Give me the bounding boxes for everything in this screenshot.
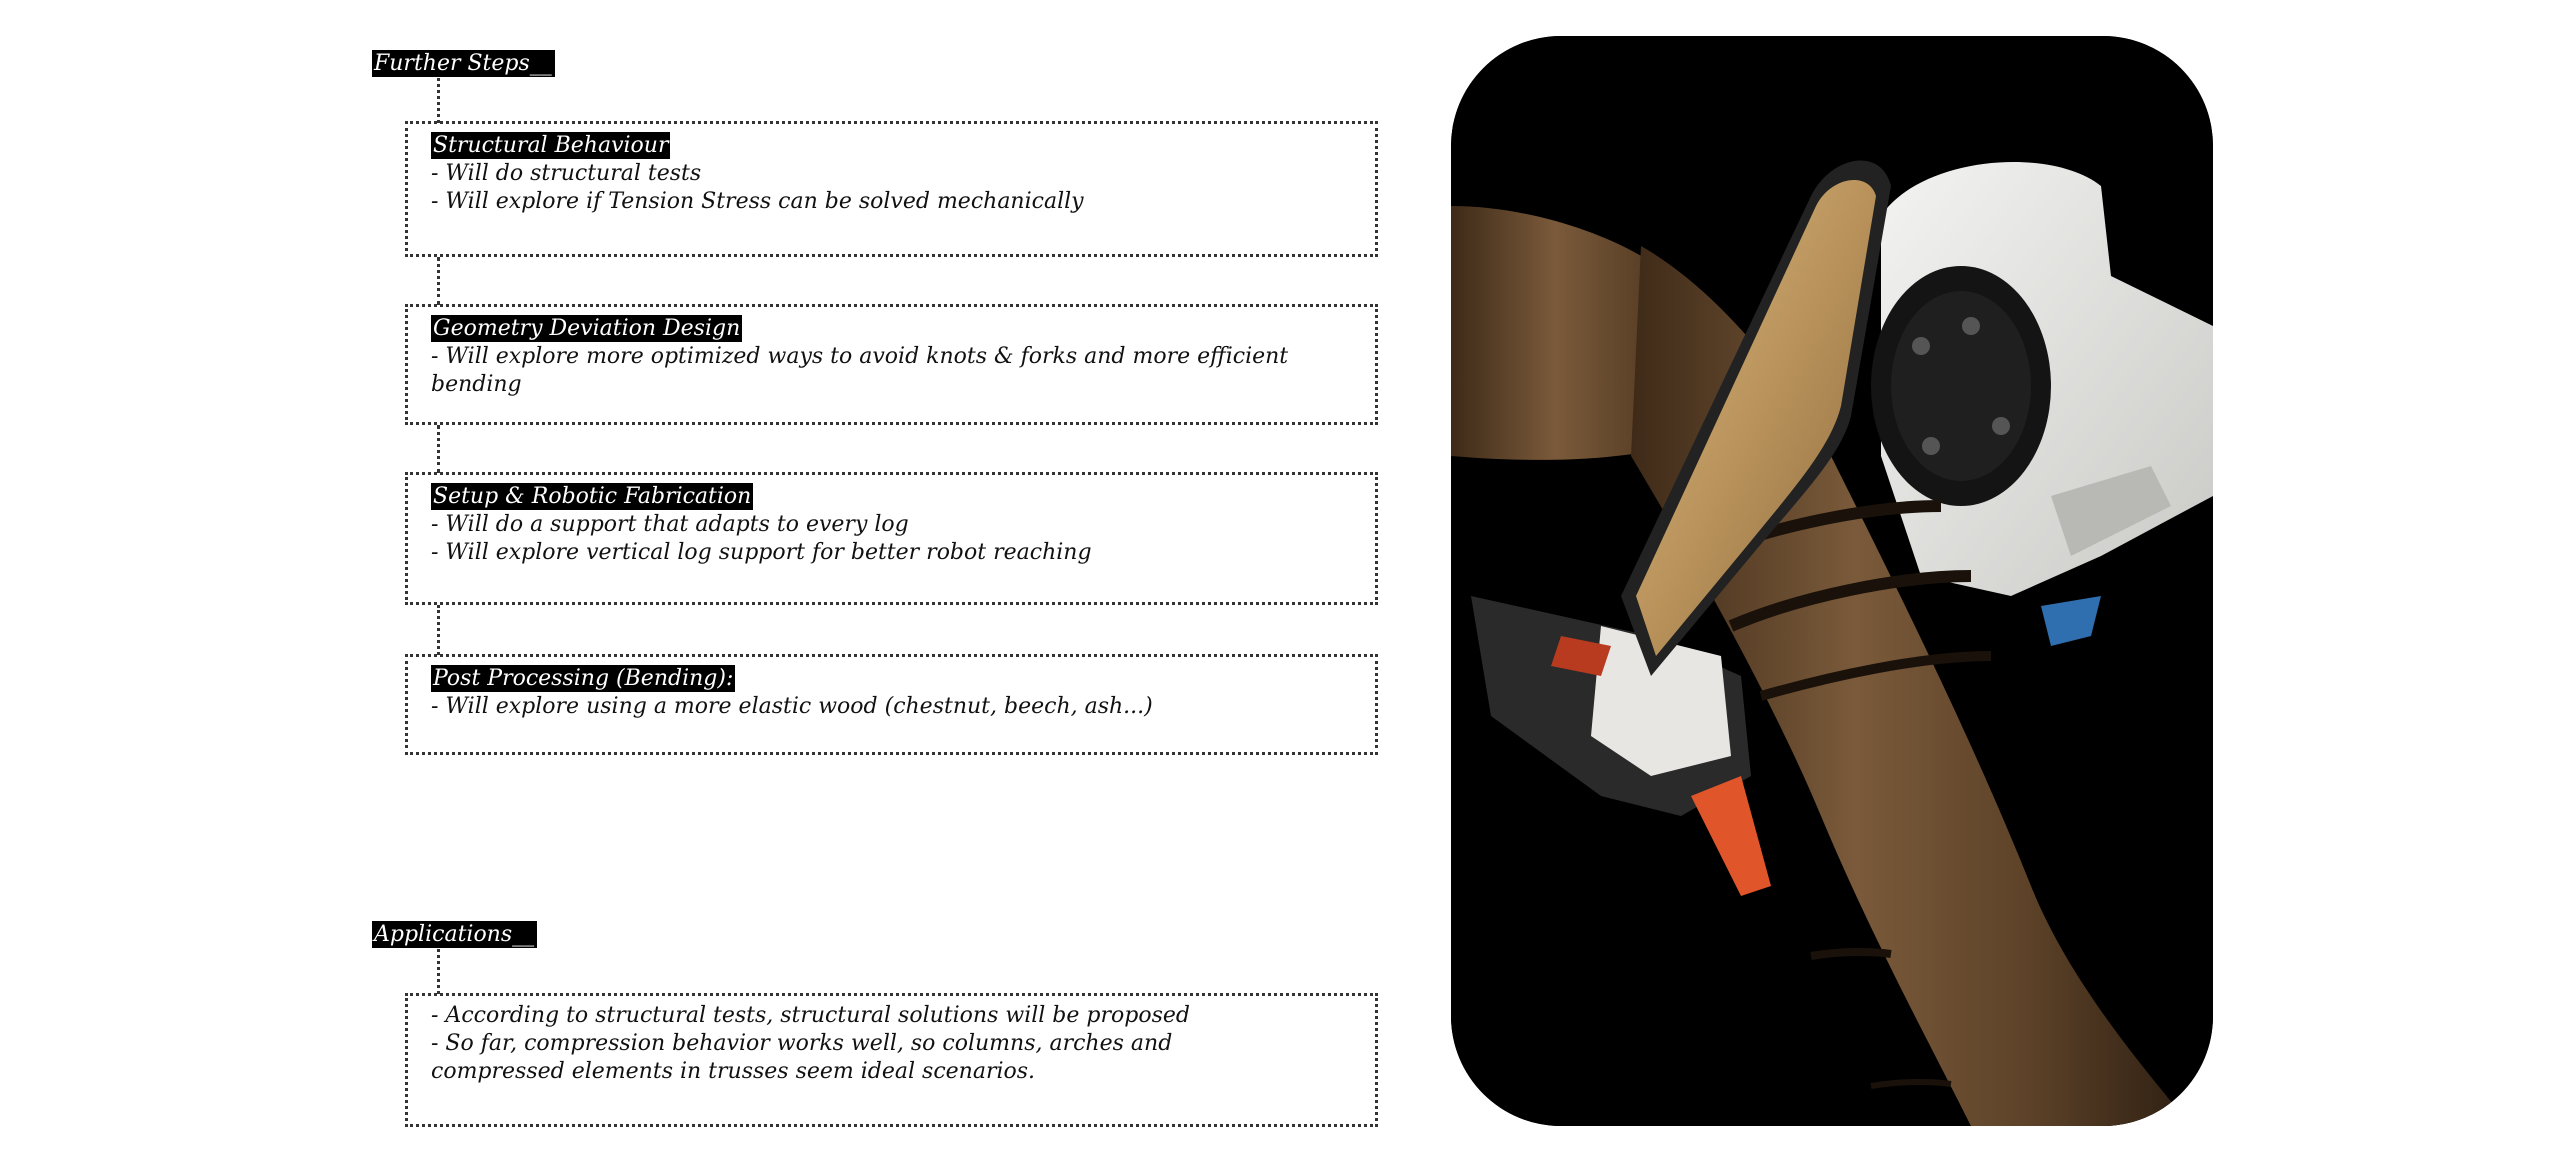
section-line: - Will explore if Tension Stress can be solved mechanically xyxy=(431,189,1084,214)
application-line: - So far, compression behavior works well, so columns, arches and compressed elements in trusses seem ideal scenarios. xyxy=(431,1031,1173,1084)
applications-title: Applications__ xyxy=(372,921,537,948)
section-heading: Geometry Deviation Design xyxy=(433,316,741,341)
section-line: - Will explore using a more elastic wood (chestnut, beech, ash...) xyxy=(431,694,1153,719)
section-geometry-deviation-design xyxy=(405,304,1378,425)
section-line: - Will do structural tests xyxy=(431,161,702,186)
application-line: - According to structural tests, structural solutions will be proposed xyxy=(431,1003,1190,1028)
connector-line xyxy=(437,605,440,655)
section-setup-robotic-fabrication xyxy=(405,472,1378,605)
connector-line xyxy=(437,949,440,994)
further-steps-title: Further Steps__ xyxy=(372,50,555,77)
section-line: - Will explore more optimized ways to avoid knots & forks and more efficient bending xyxy=(431,344,1289,397)
applications-box xyxy=(405,993,1378,1127)
section-structural-behaviour xyxy=(405,121,1378,257)
section-heading: Structural Behaviour xyxy=(433,133,669,158)
section-heading: Setup & Robotic Fabrication xyxy=(433,484,752,509)
robot-chainsaw-log-photo xyxy=(1451,36,2213,1126)
connector-line xyxy=(437,425,440,473)
connector-line xyxy=(437,78,440,123)
photo-illustration xyxy=(1451,36,2213,1126)
section-post-processing xyxy=(405,654,1378,755)
section-line: - Will do a support that adapts to every log xyxy=(431,512,909,537)
section-line: - Will explore vertical log support for better robot reaching xyxy=(431,540,1092,565)
connector-line xyxy=(437,257,440,305)
section-heading: Post Processing (Bending): xyxy=(433,666,734,691)
